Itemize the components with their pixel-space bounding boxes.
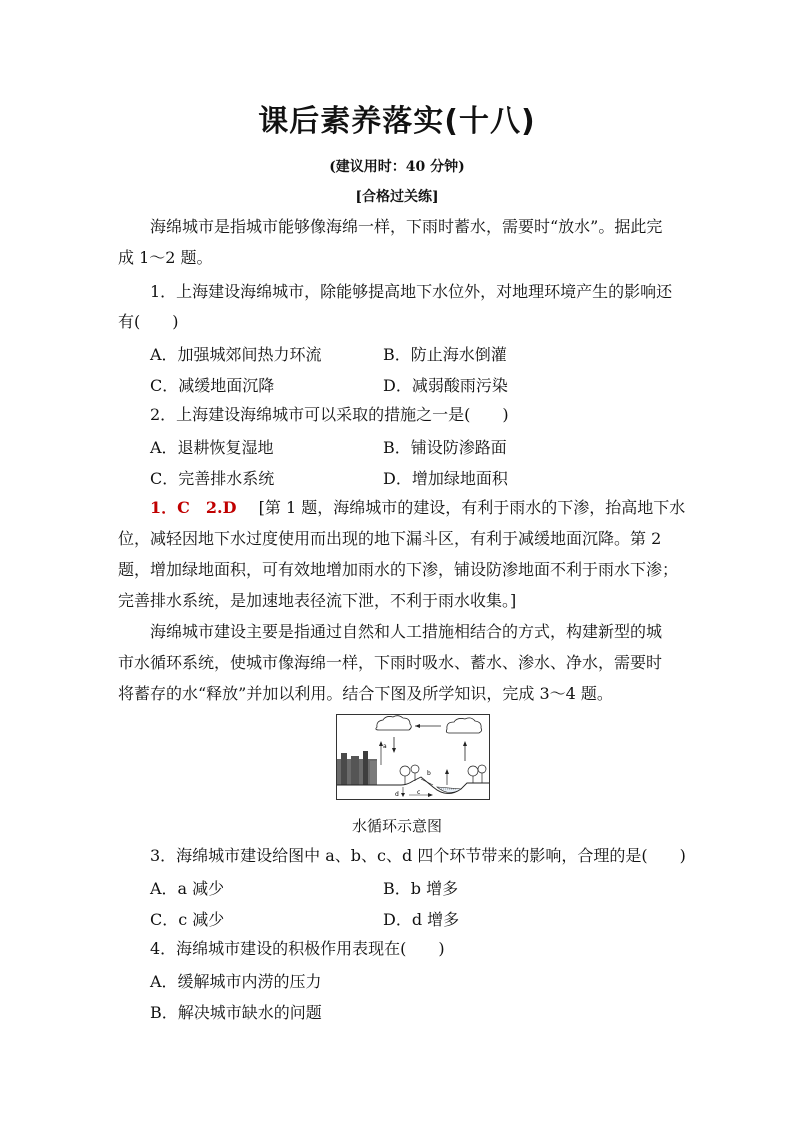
q1-stem-line1: 1．上海建设海绵城市，除能够提高地下水位外，对地理环境产生的影响还 <box>150 282 673 301</box>
q1-option-a: A．加强城郊间热力环流 <box>150 345 322 364</box>
tree-group-right <box>468 765 486 783</box>
q3-option-b: B．b 增多 <box>383 879 459 898</box>
intro2-line3: 将蓄存的水“释放”并加以利用。结合下图及所学知识，完成 3～4 题。 <box>118 684 613 703</box>
q4-option-a: A．缓解城市内涝的压力 <box>150 972 322 991</box>
water-cycle-illustration <box>337 715 489 799</box>
q2-option-b: B．铺设防渗路面 <box>383 438 507 457</box>
q2-option-d: D．增加绿地面积 <box>383 469 508 488</box>
q1-stem-line2: 有( ) <box>118 312 179 331</box>
intro1-line1: 海绵城市是指城市能够像海绵一样，下雨时蓄水，需要时“放水”。据此完 <box>150 217 663 236</box>
q2-option-a: A．退耕恢复湿地 <box>150 438 274 457</box>
q3-stem: 3．海绵城市建设给图中 a、b、c、d 四个环节带来的影响，合理的是( ) <box>150 846 686 865</box>
answer12-line2: 位，减轻因地下水过度使用而出现的地下漏斗区，有利于减缓地面沉降。第 2 <box>118 529 662 548</box>
intro1-line2: 成 1～2 题。 <box>118 248 213 267</box>
intro2-line2: 市水循环系统，使城市像海绵一样，下雨时吸水、蓄水、渗水、净水，需要时 <box>118 653 663 672</box>
cloud-right <box>446 718 481 733</box>
answer12-text1: [第 1 题，海绵城市的建设，有利于雨水的下渗，抬高地下水 <box>258 498 686 517</box>
q3-option-a: A．a 减少 <box>150 879 225 898</box>
q1-option-b: B．防止海水倒灌 <box>383 345 507 364</box>
label-c: c <box>417 789 421 796</box>
q4-option-b: B．解决城市缺水的问题 <box>150 1003 322 1022</box>
label-a: a <box>383 743 387 750</box>
figure-caption: 水循环示意图 <box>351 817 442 835</box>
q2-option-c: C．完善排水系统 <box>150 469 275 488</box>
q3-option-d: D．d 增多 <box>383 910 460 929</box>
label-b: b <box>427 770 431 777</box>
answer12-line1 <box>150 497 685 519</box>
answer12-line3: 题，增加绿地面积，可有效地增加雨水的下渗，铺设防渗地面不利于雨水下渗； <box>118 560 679 579</box>
answer12-line4: 完善排水系统，是加速地表径流下泄，不利于雨水收集。] <box>118 591 517 610</box>
q2-stem: 2．上海建设海绵城市可以采取的措施之一是( ) <box>150 405 509 424</box>
cloud-left <box>376 716 411 730</box>
answer12-key: 1．C 2.D <box>150 498 237 517</box>
section-heading: [合格过关练] <box>355 189 439 205</box>
q1-option-d: D．减弱酸雨污染 <box>383 376 508 395</box>
q1-option-c: C．减缓地面沉降 <box>150 376 275 395</box>
water-cycle-diagram <box>336 714 490 800</box>
intro2-line1: 海绵城市建设主要是指通过自然和人工措施相结合的方式，构建新型的城 <box>150 622 663 641</box>
page-title: 课后素养落实(十八) <box>258 104 536 139</box>
q4-stem: 4．海绵城市建设的积极作用表现在( ) <box>150 939 445 958</box>
tree-group-left <box>400 765 419 785</box>
label-d: d <box>395 791 399 798</box>
time-note: (建议用时：40 分钟) <box>329 159 465 175</box>
q3-option-c: C．c 减少 <box>150 910 225 929</box>
